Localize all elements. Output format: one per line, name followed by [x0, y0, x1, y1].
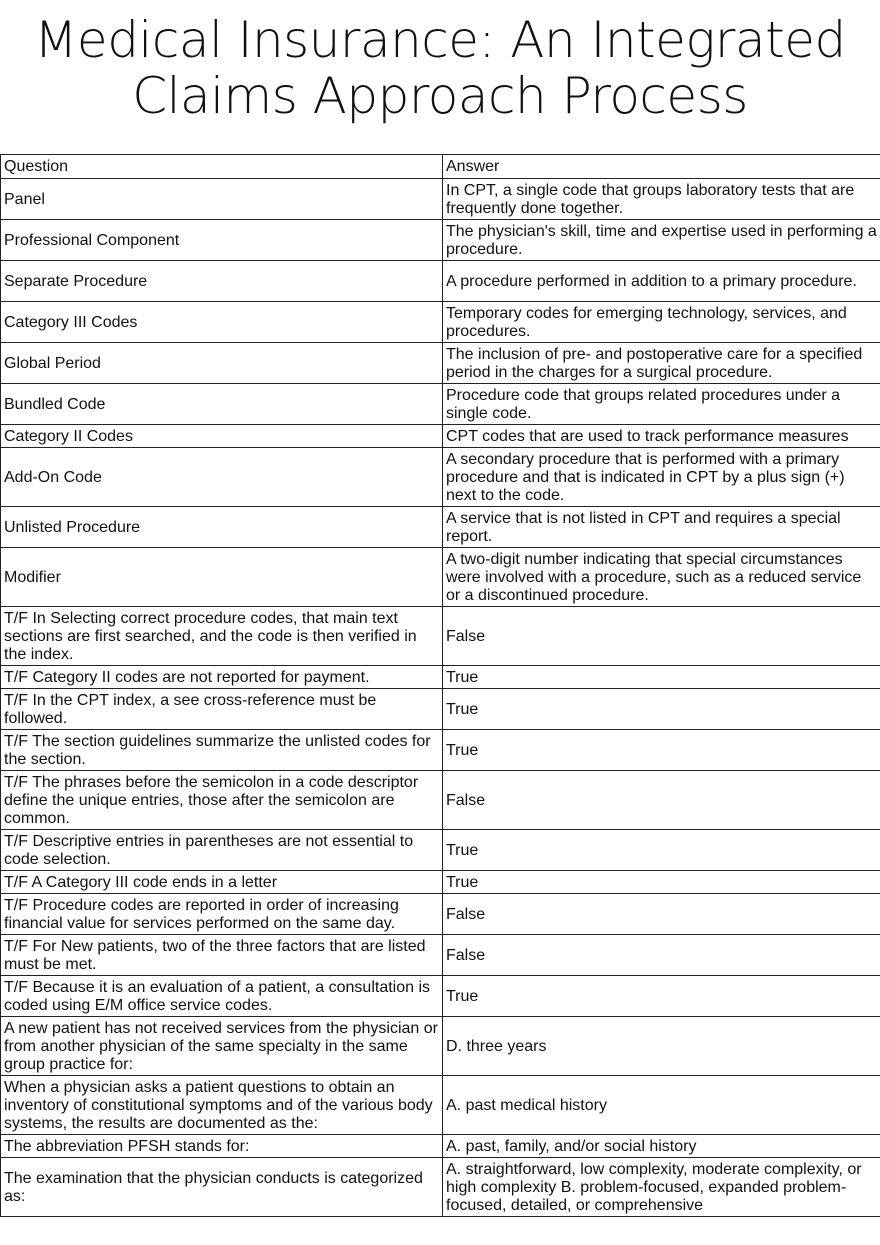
answer-cell: The physician's skill, time and expertise used in performing a procedure. — [443, 220, 880, 261]
table-row — [1, 976, 880, 1017]
answer-cell: D. three years — [443, 1017, 880, 1076]
table-row — [1, 689, 880, 730]
question-cell: When a physician asks a patient questions to obtain an inventory of constitutional symptoms and of the various body systems, the results are documented as the: — [1, 1076, 443, 1135]
column-header-answer: Answer — [443, 155, 880, 179]
table-row — [1, 343, 880, 384]
table-header-row — [1, 155, 880, 179]
page-title-line-2: Claims Approach Process — [132, 67, 748, 125]
question-cell: Panel — [1, 179, 443, 220]
question-cell: T/F In Selecting correct procedure codes, that main text sections are first searched, and the code is then verified in the index. — [1, 607, 443, 666]
answer-cell: In CPT, a single code that groups laboratory tests that are frequently done together. — [443, 179, 880, 220]
table-row — [1, 179, 880, 220]
question-cell: The abbreviation PFSH stands for: — [1, 1135, 443, 1158]
question-cell: T/F Descriptive entries in parentheses are not essential to code selection. — [1, 830, 443, 871]
answer-cell: True — [443, 830, 880, 871]
answer-cell: Procedure code that groups related procedures under a single code. — [443, 384, 880, 425]
table-row — [1, 220, 880, 261]
answer-cell: CPT codes that are used to track performance measures — [443, 425, 880, 448]
question-cell: Category III Codes — [1, 302, 443, 343]
table-row — [1, 830, 880, 871]
table-row — [1, 1135, 880, 1158]
answer-cell: True — [443, 976, 880, 1017]
answer-cell: True — [443, 666, 880, 689]
answer-cell: False — [443, 935, 880, 976]
answer-cell: Temporary codes for emerging technology, services, and procedures. — [443, 302, 880, 343]
answer-cell: False — [443, 607, 880, 666]
table-row — [1, 666, 880, 689]
answer-cell: A two-digit number indicating that special circumstances were involved with a procedure, such as a reduced service or a discontinued procedure. — [443, 548, 880, 607]
table-row — [1, 302, 880, 343]
answer-cell: A secondary procedure that is performed with a primary procedure and that is indicated in CPT by a plus sign (+) next to the code. — [443, 448, 880, 507]
table-row — [1, 1017, 880, 1076]
table-row — [1, 771, 880, 830]
column-header-question: Question — [1, 155, 443, 179]
question-cell: Add-On Code — [1, 448, 443, 507]
table-row — [1, 935, 880, 976]
question-cell: A new patient has not received services from the physician or from another physician of the same specialty in the same group practice for: — [1, 1017, 443, 1076]
table-row — [1, 548, 880, 607]
question-cell: T/F For New patients, two of the three factors that are listed must be met. — [1, 935, 443, 976]
page-title — [0, 12, 880, 124]
table-row — [1, 448, 880, 507]
table-row — [1, 384, 880, 425]
answer-cell: A. straightforward, low complexity, moderate complexity, or high complexity B. problem-focused, expanded problem-focused, detailed, or comprehensive — [443, 1158, 880, 1217]
answer-cell: A. past medical history — [443, 1076, 880, 1135]
answer-cell: The inclusion of pre- and postoperative care for a specified period in the charges for a surgical procedure. — [443, 343, 880, 384]
answer-cell: A. past, family, and/or social history — [443, 1135, 880, 1158]
table-row — [1, 607, 880, 666]
table-row — [1, 730, 880, 771]
question-cell: Global Period — [1, 343, 443, 384]
table-row — [1, 894, 880, 935]
answer-cell: A procedure performed in addition to a primary procedure. — [443, 261, 880, 302]
table-row — [1, 507, 880, 548]
question-cell: The examination that the physician conducts is categorized as: — [1, 1158, 443, 1217]
question-cell: Modifier — [1, 548, 443, 607]
question-cell: Professional Component — [1, 220, 443, 261]
answer-cell: False — [443, 894, 880, 935]
table-row — [1, 1158, 880, 1217]
answer-cell: A service that is not listed in CPT and requires a special report. — [443, 507, 880, 548]
page-title-line-1: Medical Insurance: An Integrated — [34, 11, 846, 69]
table-row — [1, 871, 880, 894]
question-cell: T/F Procedure codes are reported in order of increasing financial value for services performed on the same day. — [1, 894, 443, 935]
answer-cell: True — [443, 871, 880, 894]
answer-cell: False — [443, 771, 880, 830]
question-cell: T/F The section guidelines summarize the unlisted codes for the section. — [1, 730, 443, 771]
question-cell: T/F Category II codes are not reported for payment. — [1, 666, 443, 689]
question-cell: Bundled Code — [1, 384, 443, 425]
question-cell: Separate Procedure — [1, 261, 443, 302]
answer-cell: True — [443, 730, 880, 771]
question-cell: Unlisted Procedure — [1, 507, 443, 548]
question-cell: T/F Because it is an evaluation of a patient, a consultation is coded using E/M office service codes. — [1, 976, 443, 1017]
answer-cell: True — [443, 689, 880, 730]
question-cell: T/F A Category III code ends in a letter — [1, 871, 443, 894]
question-cell: T/F In the CPT index, a see cross-reference must be followed. — [1, 689, 443, 730]
question-cell: T/F The phrases before the semicolon in a code descriptor define the unique entries, those after the semicolon are common. — [1, 771, 443, 830]
qa-table — [0, 154, 880, 1217]
question-cell: Category II Codes — [1, 425, 443, 448]
table-row — [1, 1076, 880, 1135]
table-row — [1, 425, 880, 448]
table-row — [1, 261, 880, 302]
